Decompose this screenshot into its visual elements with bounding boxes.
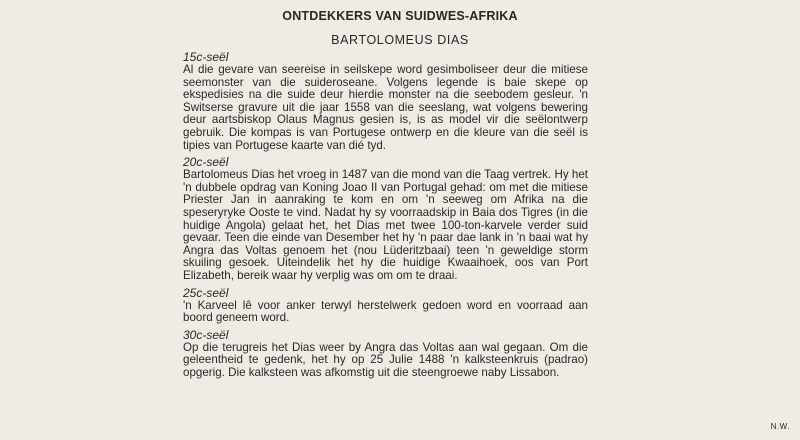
section-heading: 15c-seël bbox=[183, 50, 229, 64]
section-heading: 25c-seël bbox=[183, 285, 229, 300]
section-30c-stamp bbox=[183, 329, 588, 380]
section-heading: 20c-seël bbox=[183, 155, 229, 170]
section-heading: 30c-seël bbox=[183, 327, 229, 342]
section-text: Op die terugreis het Dias weer by Angra das Voltas aan wal gegaan. Om die geleentheid te gedenk, het hy op 25 Julie 1488 'n kalksteenkruis (padrao) opgerig. Die kalksteen was afkomstig uit die steengroewe naby Lissabon. bbox=[183, 340, 588, 379]
section-25c-stamp bbox=[183, 287, 588, 325]
section-text: Al die gevare van seereise in seilskepe word gesimboliseer deur die mitiese seemonster van die suideroseane. Volgens legende is baie skepe op ekspedisies na die suide deur hierdie monster na die seebodem gesleur. 'n Switserse gravure uit die jaar 1558 van die seeslang, wat volgens bewering deur aartsbiskop Olaus Magnus gesien is, is as model vir die seëlontwerp gebruik. Die kompas is van Portugese ontwerp en die kleure van die seël is tipies van Portugese kaarte van dié tyd. bbox=[183, 63, 588, 152]
section-15c-stamp bbox=[183, 51, 588, 152]
section-text: 'n Karveel lê voor anker terwyl herstelwerk gedoen word en voorraad aan boord geneem word. bbox=[183, 298, 588, 325]
document-title: ONTDEKKERS VAN SUIDWES-AFRIKA bbox=[282, 9, 518, 23]
section-20c-stamp bbox=[183, 156, 588, 282]
section-text: Bartolomeus Dias het vroeg in 1487 van die mond van die Taag vertrek. Hy het 'n dubbele opdrag van Koning Joao II van Portugal gehad: om met die mitiese Priester Jan in aanraking te kom en om 'n seeweg om Afrika na die speseryryke Ooste te vind. Nadat hy sy voorraadskip in Baia dos Tigres (in die huidige Angola) gelaat het, het Dias met twee 100-ton-karvele verder suid gevaar. Teen die einde van Desember het hy 'n paar dae lank in 'n baai wat hy Angra das Voltas genoem het (nou Lüderitzbaai) teen 'n geweldige storm skuiling gesoek. Uiteindelik het hy die huidige Kwaaihoek, oos van Port Elizabeth, bereik waar hy verplig was om om te draai. bbox=[183, 168, 588, 282]
author-initials: N.W. bbox=[770, 422, 790, 431]
document-body bbox=[183, 51, 588, 383]
document-subtitle: BARTOLOMEUS DIAS bbox=[331, 33, 469, 47]
